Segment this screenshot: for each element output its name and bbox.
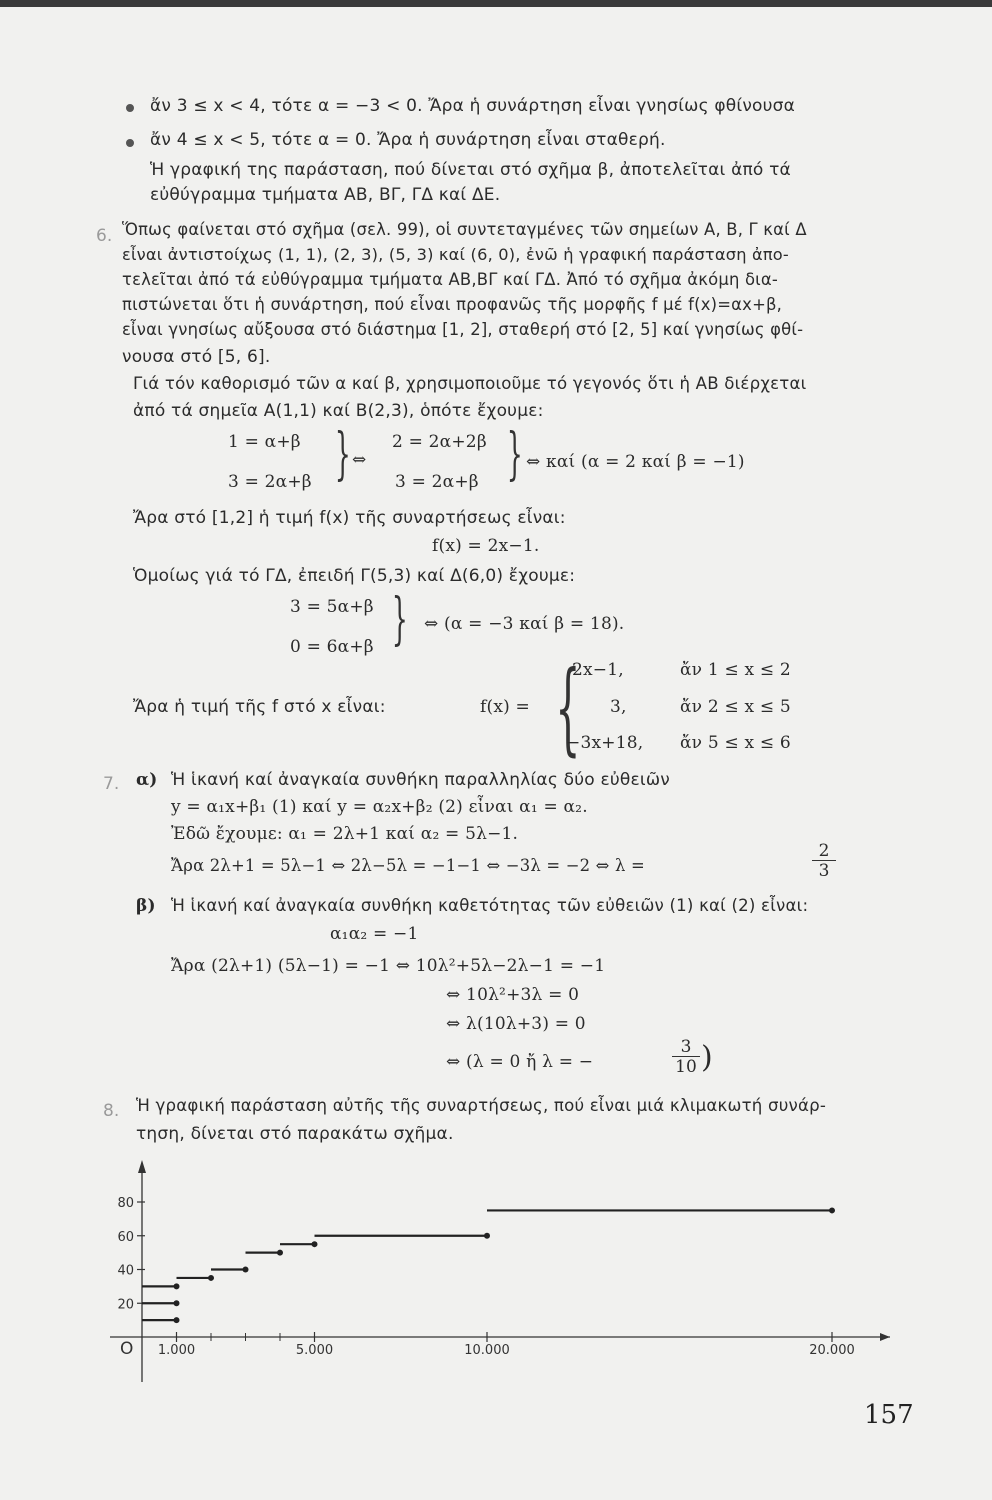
equation: 1 = α+β [228, 432, 301, 452]
equation: ἄν 2 ≤ x ≤ 5 [680, 697, 791, 717]
x-tick-label: 1.000 [157, 1343, 196, 1358]
segment-end-dot [277, 1250, 283, 1256]
segment-end-dot [174, 1300, 180, 1306]
text-line: Γιά τόν καθορισμό τῶν α καί β, χρησιμοποιοῦμε τό γεγονός ὅτι ἡ ΑΒ διέρχεται [133, 374, 807, 393]
equation: ⇔ (α = −3 καί β = 18). [424, 614, 625, 634]
text-line: ἀπό τά σημεῖα Α(1,1) καί Β(2,3), ὁπότε ἔχουμε: [133, 401, 544, 421]
x-tick-label: 10.000 [464, 1343, 510, 1358]
equivalence-arrow: ⇔ [352, 450, 367, 470]
text-line: νουσα στό [5, 6]. [122, 347, 271, 367]
text-line: τηση, δίνεται στό παρακάτω σχῆμα. [136, 1124, 454, 1144]
y-tick-label: 60 [117, 1229, 134, 1245]
part-label: α) [136, 770, 158, 790]
fraction-denominator: 10 [675, 1057, 697, 1077]
equation: 3 = 2α+β [395, 472, 479, 492]
equation: ἄν 1 ≤ x ≤ 2 [680, 660, 791, 680]
text-line: Ὅπως φαίνεται στό σχῆμα (σελ. 99), οἱ συντεταγμένες τῶν σημείων Α, Β, Γ καί Δ [122, 220, 807, 239]
equation: 3 = 5α+β [290, 597, 374, 617]
text-line: εὐθύγραμμα τμήματα ΑΒ, ΒΓ, ΓΔ καί ΔΕ. [150, 185, 501, 205]
text-line: Ἄρα ἡ τιμή τῆς f στό x εἶναι: [133, 697, 386, 717]
equation: 3 = 2α+β [228, 472, 312, 492]
fraction-numerator: 2 [818, 841, 830, 861]
fraction-denominator: 3 [818, 861, 830, 881]
text-line: Ἡ ἱκανή καί ἀναγκαία συνθήκη καθετότητας τῶν εὐθειῶν (1) καί (2) εἶναι: [171, 896, 809, 915]
y-tick-label: 20 [117, 1297, 134, 1313]
equation: ⇔ (λ = 0 ἤ λ = − [446, 1052, 594, 1072]
segment-end-dot [829, 1207, 835, 1213]
exercise-number: 8. [103, 1101, 120, 1121]
y-axis-arrow [138, 1160, 146, 1173]
left-brace: { [555, 649, 581, 766]
equation: ) [701, 1040, 713, 1075]
equation: 2x−1, [572, 660, 624, 680]
y-tick-label: 40 [117, 1263, 134, 1279]
right-brace: } [506, 422, 523, 487]
page-number: 157 [864, 1400, 914, 1430]
x-tick-label: 20.000 [809, 1343, 855, 1358]
equation: 3, [610, 697, 627, 717]
part-label: β) [136, 896, 156, 916]
exercise-number: 6. [96, 226, 113, 246]
text-line: Ἡ γραφική παράσταση αὐτῆς τῆς συναρτήσεως, πού εἶναι μιά κλιμακωτή συνάρ- [136, 1096, 827, 1115]
equation: Ἐδῶ ἔχουμε: α₁ = 2λ+1 καί α₂ = 5λ−1. [171, 824, 519, 844]
equation: −3x+18, [566, 733, 644, 753]
segment-end-dot [484, 1233, 490, 1239]
fraction-numerator: 3 [680, 1037, 692, 1057]
equation: y = α₁x+β₁ (1) καί y = α₂x+β₂ (2) εἶναι α₁ = α₂. [171, 797, 588, 817]
chart-marks [142, 1207, 835, 1323]
x-axis-arrow [880, 1333, 890, 1341]
equation: ⇔ λ(10λ+3) = 0 [446, 1014, 586, 1034]
equation: 0 = 6α+β [290, 637, 374, 657]
x-tick-label: 5.000 [295, 1343, 334, 1358]
segment-end-dot [174, 1283, 180, 1289]
chart-axes [110, 1160, 890, 1382]
text-line: εἶναι ἀντιστοίχως (1, 1), (2, 3), (5, 3) καί (6, 0), ἐνῶ ἡ γραφική παράσταση ἀπο- [122, 245, 789, 264]
text-line: Ὁμοίως γιά τό ΓΔ, ἐπειδή Γ(5,3) καί Δ(6,0) ἔχουμε: [133, 566, 576, 586]
text-line: τελεῖται ἀπό τά εὐθύγραμμα τμήματα ΑΒ,ΒΓ καί ΓΔ. Ἀπό τό σχῆμα ἀκόμη δια- [122, 270, 779, 289]
right-brace: } [391, 587, 408, 652]
equation: Ἄρα (2λ+1) (5λ−1) = −1 ⇔ 10λ²+5λ−2λ−1 = −1 [171, 956, 606, 976]
y-tick-label: 80 [117, 1196, 134, 1211]
segment-end-dot [208, 1275, 214, 1281]
equation: α₁α₂ = −1 [330, 924, 419, 944]
exercise-number: 7. [103, 774, 120, 794]
segment-end-dot [243, 1267, 249, 1273]
equation: f(x) = 2x−1. [432, 536, 540, 556]
equation: Ἄρα 2λ+1 = 5λ−1 ⇔ 2λ−5λ = −1−1 ⇔ −3λ = −2 ⇔ λ = [171, 856, 645, 875]
equation: ἄν 5 ≤ x ≤ 6 [680, 733, 791, 753]
segment-end-dot [312, 1241, 318, 1247]
text-line: Ἄρα στό [1,2] ἡ τιμή f(x) τῆς συναρτήσεως εἶναι: [133, 508, 566, 528]
equation: f(x) = [480, 697, 530, 717]
text-line: εἶναι γνησίως αὔξουσα στό διάστημα [1, 2], σταθερή στό [2, 5] καί γνησίως φθί- [122, 320, 804, 339]
text-line: ἄν 3 ≤ x < 4, τότε α = −3 < 0. Ἄρα ἡ συνάρτηση εἶναι γνησίως φθίνουσα [150, 96, 796, 116]
equation: 2 = 2α+2β [392, 432, 487, 452]
equation: ⇔ καί (α = 2 καί β = −1) [526, 452, 745, 472]
equation: ⇔ 10λ²+3λ = 0 [446, 985, 580, 1005]
text-line: ἄν 4 ≤ x < 5, τότε α = 0. Ἄρα ἡ συνάρτηση εἶναι σταθερή. [150, 130, 666, 150]
origin-label: O [120, 1339, 134, 1359]
text-line: πιστώνεται ὅτι ἡ συνάρτηση, πού εἶναι προφανῶς τῆς μορφῆς f μέ f(x)=αx+β, [122, 295, 783, 314]
text-line: Ἡ ἱκανή καί ἀναγκαία συνθήκη παραλληλίας δύο εὐθειῶν [171, 770, 670, 790]
right-brace: } [334, 422, 351, 487]
segment-end-dot [174, 1317, 180, 1323]
text-line: Ἡ γραφική της παράσταση, πού δίνεται στό σχῆμα β, ἀποτελεῖται ἀπό τά [150, 160, 791, 180]
